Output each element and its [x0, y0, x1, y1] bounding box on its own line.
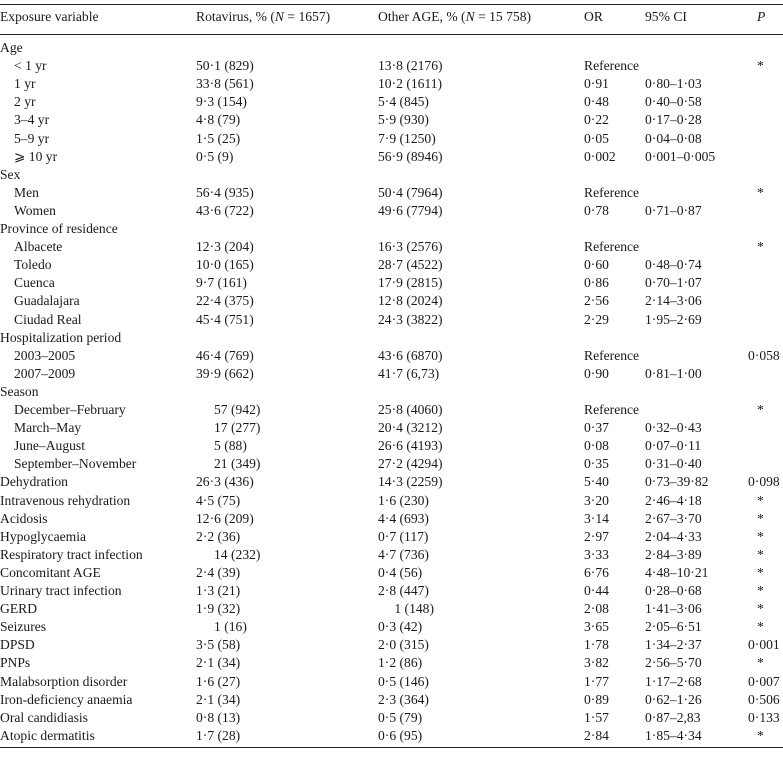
p-value: * [757, 402, 764, 417]
group-label: Province of residence [0, 221, 118, 236]
table-row [0, 600, 783, 618]
row-label: Urinary tract infection [0, 583, 122, 598]
rotavirus-value: 9·3 (154) [196, 94, 247, 110]
odds-ratio: 2·29 [584, 311, 609, 327]
other-age-value: 50·4 (7964) [378, 184, 443, 200]
row-label: 2007–2009 [14, 365, 76, 381]
odds-ratio: 3·33 [584, 546, 609, 562]
row-label: Ciudad Real [14, 311, 82, 327]
bottom-rule [0, 747, 783, 748]
confidence-interval: 0·81–1·00 [645, 365, 702, 381]
odds-ratio: 3·20 [584, 492, 609, 508]
other-age-value: 17·9 (2815) [378, 275, 443, 291]
other-age-value: 0·5 (146) [378, 673, 429, 689]
odds-ratio: 0·08 [584, 438, 609, 454]
row-label: Atopic dermatitis [0, 727, 95, 743]
p-value: * [757, 492, 764, 508]
p-value: * [757, 546, 764, 562]
p-value: 0·058 [748, 347, 780, 363]
confidence-interval: 0·17–0·28 [645, 112, 702, 128]
table-row [0, 564, 783, 582]
odds-ratio: 3·14 [584, 510, 609, 526]
table-row [0, 347, 783, 365]
row-label: March–May [14, 420, 82, 436]
row-label: 2 yr [14, 94, 36, 110]
confidence-interval: 2·05–6·51 [645, 619, 702, 635]
rotavirus-value: 2·1 (34) [196, 655, 241, 671]
top-rule [0, 4, 783, 5]
header-rotavirus: Rotavirus, % (N = 1657) [196, 9, 331, 24]
rotavirus-value: 43·6 (722) [196, 202, 254, 218]
rotavirus-value: 21 (349) [214, 456, 261, 472]
confidence-interval: 1·85–4·34 [645, 727, 702, 743]
odds-ratio: 0·48 [584, 94, 609, 110]
odds-ratio: 0·89 [584, 691, 609, 707]
group-row [0, 329, 783, 347]
rotavirus-value: 0·8 (13) [196, 709, 241, 725]
p-value: * [757, 184, 764, 200]
other-age-value: 26·6 (4193) [378, 438, 443, 454]
table-row [0, 75, 783, 93]
group-row [0, 383, 783, 401]
row-label: Dehydration [0, 474, 68, 490]
confidence-interval: 0·32–0·43 [645, 420, 702, 436]
row-label: December–February [14, 402, 126, 417]
odds-ratio: 1·77 [584, 673, 609, 689]
table-row [0, 202, 783, 220]
confidence-interval: 0·62–1·26 [645, 691, 702, 707]
p-value: * [757, 564, 764, 580]
p-value: * [757, 528, 764, 544]
other-age-value: 10·2 (1611) [378, 76, 443, 92]
table-row [0, 238, 783, 256]
confidence-interval: 1·95–2·69 [645, 311, 702, 327]
row-label: Men [14, 184, 39, 200]
confidence-interval: 2·46–4·18 [645, 492, 702, 508]
other-age-value: 0·4 (56) [378, 564, 423, 580]
table-row [0, 510, 783, 528]
other-age-value: 49·6 (7794) [378, 202, 443, 218]
row-label: June–August [14, 438, 85, 454]
other-age-value: 12·8 (2024) [378, 293, 443, 309]
other-age-value: 1·6 (230) [378, 492, 429, 508]
confidence-interval: 0·71–0·87 [645, 202, 702, 218]
rotavirus-value: 26·3 (436) [196, 474, 254, 490]
table-row [0, 528, 783, 546]
other-age-value: 5·4 (845) [378, 94, 429, 110]
confidence-interval: 1·41–3·06 [645, 601, 702, 617]
rotavirus-value: 12·3 (204) [196, 239, 254, 255]
confidence-interval: 0·04–0·08 [645, 130, 702, 146]
header-exposure: Exposure variable [0, 9, 99, 24]
table-row [0, 709, 783, 727]
other-age-value: 16·3 (2576) [378, 239, 443, 255]
rotavirus-value: 1·3 (21) [196, 583, 241, 598]
rotavirus-value: 10·0 (165) [196, 257, 254, 273]
odds-ratio: Reference [584, 347, 640, 363]
confidence-interval: 2·84–3·89 [645, 546, 702, 562]
row-label: Oral candidiasis [0, 709, 88, 725]
confidence-interval: 2·04–4·33 [645, 528, 702, 544]
row-label: Respiratory tract infection [0, 546, 143, 562]
row-label: < 1 yr [14, 58, 47, 74]
row-label: Intravenous rehydration [0, 492, 131, 508]
other-age-value: 1 (148) [394, 601, 434, 617]
rotavirus-value: 12·6 (209) [196, 510, 254, 526]
header-or: OR [584, 9, 603, 24]
other-age-value: 13·8 (2176) [378, 58, 443, 74]
table-row [0, 292, 783, 310]
table-row [0, 492, 783, 510]
table-row [0, 437, 783, 455]
row-label: Acidosis [0, 510, 48, 526]
row-label: 1 yr [14, 76, 36, 92]
header-p: P [757, 9, 766, 24]
odds-ratio: 6·76 [584, 564, 609, 580]
odds-ratio: 0·22 [584, 112, 609, 128]
other-age-value: 0·7 (117) [378, 528, 429, 544]
other-age-value: 4·7 (736) [378, 546, 429, 562]
rotavirus-value: 56·4 (935) [196, 184, 254, 200]
confidence-interval: 1·17–2·68 [645, 673, 702, 689]
confidence-interval: 0·40–0·58 [645, 94, 702, 110]
other-age-value: 20·4 (3212) [378, 420, 443, 436]
rotavirus-value: 1·6 (27) [196, 673, 241, 689]
other-age-value: 14·3 (2259) [378, 474, 443, 490]
table-row [0, 274, 783, 292]
group-label: Season [0, 383, 39, 399]
odds-ratio: 3·65 [584, 619, 609, 635]
odds-ratio: 2·08 [584, 601, 609, 617]
other-age-value: 0·3 (42) [378, 619, 423, 635]
table-row [0, 111, 783, 129]
p-value: 0·001 [748, 637, 780, 653]
confidence-interval: 0·31–0·40 [645, 456, 702, 472]
table-row [0, 473, 783, 491]
other-age-value: 43·6 (6870) [378, 347, 443, 363]
other-age-value: 56·9 (8946) [378, 148, 443, 164]
table-row [0, 636, 783, 654]
odds-ratio: 3·82 [584, 655, 609, 671]
rotavirus-value: 46·4 (769) [196, 347, 254, 363]
p-value: * [757, 510, 764, 526]
rotavirus-value: 45·4 (751) [196, 311, 254, 327]
other-age-value: 4·4 (693) [378, 510, 429, 526]
odds-ratio: 0·44 [584, 583, 609, 598]
row-label: Seizures [0, 619, 47, 635]
rotavirus-value: 50·1 (829) [196, 58, 254, 74]
row-label: Malabsorption disorder [0, 673, 128, 689]
rotavirus-value: 1·5 (25) [196, 130, 241, 146]
rotavirus-value: 0·5 (9) [196, 148, 234, 164]
confidence-interval: 2·67–3·70 [645, 510, 702, 526]
odds-ratio: 0·05 [584, 130, 609, 146]
confidence-interval: 0·48–0·74 [645, 257, 702, 273]
table-row [0, 148, 783, 166]
odds-ratio: 1·57 [584, 709, 609, 725]
p-value: * [757, 583, 764, 598]
row-label: 5–9 yr [14, 130, 50, 146]
table-row [0, 546, 783, 564]
other-age-value: 41·7 (6,73) [378, 365, 440, 381]
row-label: Cuenca [14, 275, 55, 291]
odds-ratio: 0·35 [584, 456, 609, 472]
header-row [0, 8, 783, 26]
group-row [0, 220, 783, 238]
other-age-value: 24·3 (3822) [378, 311, 443, 327]
other-age-value: 2·0 (315) [378, 637, 429, 653]
p-value: 0·133 [748, 709, 780, 725]
rotavirus-value: 17 (277) [214, 420, 261, 436]
odds-ratio: 1·78 [584, 637, 609, 653]
other-age-value: 5·9 (930) [378, 112, 429, 128]
confidence-interval: 1·34–2·37 [645, 637, 702, 653]
table-row [0, 311, 783, 329]
row-label: Guadalajara [14, 293, 80, 309]
row-label: GERD [0, 601, 38, 617]
header-other-age: Other AGE, % (N = 15 758) [378, 9, 532, 24]
group-row [0, 39, 783, 57]
odds-ratio: Reference [584, 402, 640, 417]
rotavirus-value: 39·9 (662) [196, 365, 254, 381]
row-label: Albacete [14, 239, 63, 255]
odds-ratio: 2·84 [584, 727, 609, 743]
other-age-value: 0·5 (79) [378, 709, 423, 725]
row-label: Hypoglycaemia [0, 528, 87, 544]
header-rule [0, 34, 783, 35]
other-age-value: 2·8 (447) [378, 583, 429, 598]
rotavirus-value: 14 (232) [214, 546, 261, 562]
row-label: Women [14, 202, 56, 218]
odds-ratio: 2·56 [584, 293, 609, 309]
row-label: Concomitant AGE [0, 564, 101, 580]
rotavirus-value: 1 (16) [214, 619, 247, 635]
rotavirus-value: 9·7 (161) [196, 275, 247, 291]
rotavirus-value: 4·5 (75) [196, 492, 241, 508]
odds-ratio: 0·86 [584, 275, 609, 291]
table-row [0, 57, 783, 75]
odds-ratio: 0·78 [584, 202, 609, 218]
row-label: 3–4 yr [14, 112, 50, 128]
other-age-value: 0·6 (95) [378, 727, 423, 743]
p-value: 0·007 [748, 673, 780, 689]
p-value: * [757, 619, 764, 635]
p-value: * [757, 239, 764, 255]
table-row [0, 455, 783, 473]
odds-ratio: 5·40 [584, 474, 609, 490]
table-row [0, 184, 783, 202]
odds-ratio: 2·97 [584, 528, 609, 544]
other-age-value: 2·3 (364) [378, 691, 429, 707]
odds-ratio: 0·60 [584, 257, 609, 273]
odds-ratio: 0·37 [584, 420, 609, 436]
other-age-value: 27·2 (4294) [378, 456, 443, 472]
table-row [0, 365, 783, 383]
rotavirus-value: 57 (942) [214, 402, 261, 417]
table-row [0, 691, 783, 709]
other-age-value: 28·7 (4522) [378, 257, 443, 273]
p-value: 0·506 [748, 691, 780, 707]
rotavirus-value: 2·2 (36) [196, 528, 241, 544]
p-value: * [757, 601, 764, 617]
row-label: ⩾ 10 yr [14, 148, 58, 164]
p-value: * [757, 58, 764, 74]
table-row [0, 654, 783, 672]
rotavirus-value: 2·4 (39) [196, 564, 241, 580]
odds-ratio: Reference [584, 239, 640, 255]
confidence-interval: 0·28–0·68 [645, 583, 702, 598]
group-label: Age [0, 40, 23, 55]
confidence-interval: 2·14–3·06 [645, 293, 702, 309]
table-row [0, 256, 783, 274]
table-row [0, 130, 783, 148]
confidence-interval: 4·48–10·21 [645, 564, 709, 580]
row-label: Iron-deficiency anaemia [0, 691, 133, 707]
rotavirus-value: 4·8 (79) [196, 112, 241, 128]
confidence-interval: 0·07–0·11 [645, 438, 702, 454]
rotavirus-value: 33·8 (561) [196, 76, 254, 92]
row-label: PNPs [0, 655, 31, 671]
p-value: * [757, 655, 764, 671]
rotavirus-value: 22·4 (375) [196, 293, 254, 309]
row-label: DPSD [0, 637, 35, 653]
header-ci: 95% CI [645, 9, 687, 24]
table-row [0, 618, 783, 636]
odds-ratio: Reference [584, 184, 640, 200]
table-row [0, 582, 783, 600]
rotavirus-value: 5 (88) [214, 438, 247, 454]
table-row [0, 727, 783, 745]
rotavirus-value: 1·9 (32) [196, 601, 241, 617]
odds-ratio: Reference [584, 58, 640, 74]
group-row [0, 166, 783, 184]
group-label: Sex [0, 166, 21, 182]
table-row [0, 419, 783, 437]
other-age-value: 25·8 (4060) [378, 402, 443, 417]
row-label: September–November [14, 456, 137, 472]
other-age-value: 7·9 (1250) [378, 130, 436, 146]
rotavirus-value: 1·7 (28) [196, 727, 241, 743]
confidence-interval: 0·70–1·07 [645, 275, 702, 291]
confidence-interval: 0·87–2,83 [645, 709, 701, 725]
odds-ratio: 0·91 [584, 76, 609, 92]
table-row [0, 401, 783, 419]
confidence-interval: 0·80–1·03 [645, 76, 702, 92]
confidence-interval: 0·73–39·82 [645, 474, 709, 490]
p-value: * [757, 727, 764, 743]
table-row [0, 93, 783, 111]
table-row [0, 673, 783, 691]
row-label: 2003–2005 [14, 347, 76, 363]
rotavirus-value: 3·5 (58) [196, 637, 241, 653]
p-value: 0·098 [748, 474, 780, 490]
other-age-value: 1·2 (86) [378, 655, 423, 671]
group-label: Hospitalization period [0, 329, 122, 345]
rotavirus-value: 2·1 (34) [196, 691, 241, 707]
row-label: Toledo [14, 257, 52, 273]
confidence-interval: 0·001–0·005 [645, 148, 716, 164]
odds-ratio: 0·002 [584, 148, 616, 164]
confidence-interval: 2·56–5·70 [645, 655, 702, 671]
odds-ratio: 0·90 [584, 365, 609, 381]
